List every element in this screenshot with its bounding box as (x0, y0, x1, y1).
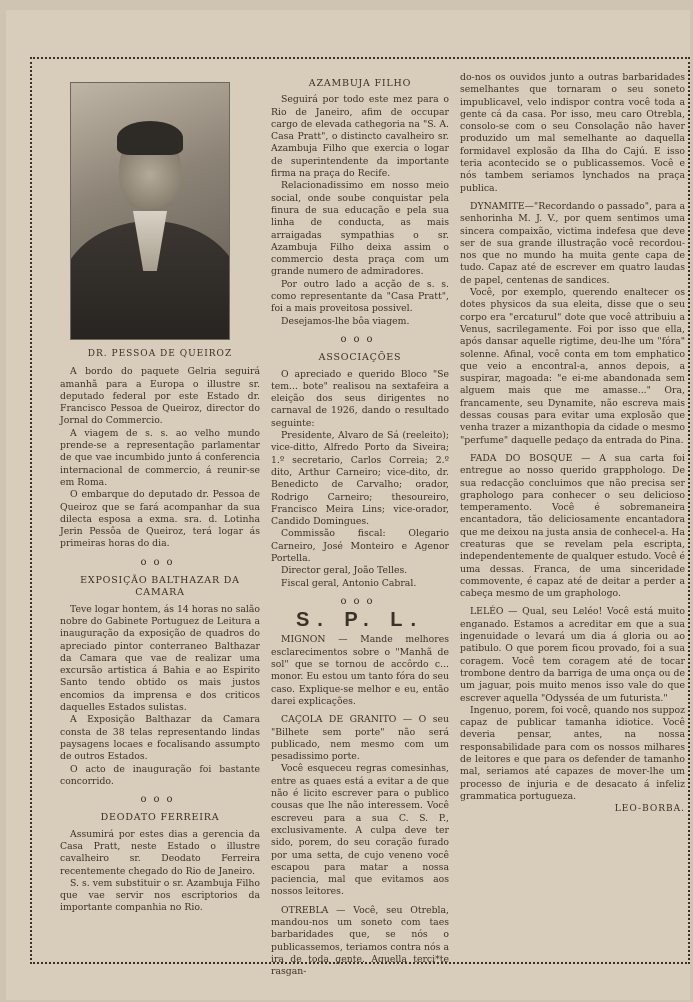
article-paragraph: do-nos os ouvidos junto a outras barbaridades semelhantes que tornaram o seu soneto impublicavel, velo indispor contra você toda a gente cá da casa. Por isso, meu caro Otrebla, consolo-se com o seu Consolação não haver produzido um mal semelhante ao daquella formidavel explosão da Ilha do Cajú. E isso teria acontecido se o publicassemos. Você e nós tambem seriamos lynchados na praça publica. (460, 72, 685, 194)
article-paragraph: OTREBLA — Você, seu Otrebla, mandou-nos um soneto com taes barbaridades que, se nós o publicassemos, teriamos contra nós a ira de toda gente. Aquella terci*te rasgan- (271, 904, 449, 978)
article-paragraph: Ingenuo, porem, foi você, quando nos suppoz capaz de publicar tamanha idiotice. Você deveria pensar, antes, na nossa responsabilidade para com os nossos milhares de leitores e que para os defender de tamanho mal, seriamos até capazes de mover-lhe um processo de injuria e de desacato á infeliz grammatica portugueza. (460, 704, 685, 802)
article-paragraph: DYNAMITE—"Recordando o passado", para a senhorinha M. J. V., por quem sentimos uma sincera compaixão, victima indefesa que deve ser de sua grande illustração você recordou-nos que no mundo ha muita gente capa de tudo. Capaz até de escrever em quatro laudas de papel, centenas de sandices. (460, 200, 685, 286)
article-paragraph: Commissão fiscal: Olegario Carneiro, José Monteiro e Agenor Portella. (271, 528, 449, 564)
article-paragraph: A viagem de s. s. ao velho mundo prende-se a representação parlamentar de que vae incumbido junto á conferencia internacional de commercio, á reunir-se em Roma. (60, 427, 260, 488)
column-left (60, 66, 260, 915)
article-paragraph: Você esqueceu regras comesinhas, entre as quaes está a evitar a de que não é licito escrever para o publico cousas que lhe não interessem. Você escreveu para a sua C. S. P., exclusivamente. A culpa deve ter sido, porem, do seu coração furado por uma setta, de cujo veneno você escapou para matar a nossa paciencia, mal que evitamos aos nossos leitores. (271, 763, 449, 898)
article-heading: ASSOCIAÇÕES (318, 352, 402, 364)
portrait-hair (117, 121, 183, 155)
article-paragraph: Director geral, João Telles. (281, 565, 408, 577)
section-separator: ooo (140, 794, 180, 806)
article-paragraph: Assumirá por estes dias a gerencia da Casa Pratt, neste Estado o illustre cavalheiro sr. Deodato Ferreira recentemente chegado do Rio de Janeiro. (60, 828, 260, 877)
article-paragraph: CAÇOLA DE GRANITO — O seu "Bilhete sem porte" não será publicado, nem mesmo com um pesadissimo porte. (271, 714, 449, 763)
signature: LEO-BORBA. (614, 804, 685, 815)
article-paragraph: Presidente, Alvaro de Sá (reeleito); vice-ditto, Alfredo Porto da Siveira; 1.º secretario, Carlos Correia; 2.º dito, Arthur Carneiro; vice-dito, dr. Benedicto de Carvalho; orador, Rodrigo Carneiro; thesoureiro, Francisco Meira Lins; vice-orador, Candido Domingues. (271, 430, 449, 528)
article-heading: AZAMBUJA FILHO (308, 78, 412, 89)
section-separator: ooo (340, 333, 380, 345)
article-paragraph: Seguirá por todo este mez para o Rio de Janeiro, afim de occupar cargo de elevada cathegoria na "S. A. Casa Pratt", o distincto cavalheiro sr. Azambuja Filho que exercia o logar de superintendente da importante firma na praça do Recife. (271, 94, 449, 180)
column-right (460, 72, 685, 816)
article-paragraph: Você, por exemplo, querendo enaltecer os dotes physicos da sua eleita, disse que o seu corpo era "ercaturul" dote que você attribuiu a Venus, sacrilegamente. Foi por isso que ella, após dansar aquelle rigtime, deu-lhe um "fóra" solenne. Afinal, você conta em tom emphatico que veio a encontral-a, annos depois, a suspirar, magoada: "e ei-me abandonada sem alguem mais que me amasse..." Ora, francamente, seu Dynamite, não escreva mais dessas cousas para evitar uma explosão que venha trazer a mizanthopia da cidade o mesmo "perfume" daquelle pedaço da entrada do Pina. (460, 287, 685, 446)
section-separator: ooo (340, 595, 380, 607)
article-paragraph: Desejamos-lhe bôa viagem. (281, 315, 410, 327)
article-heading: DEODATO FERREIRA (100, 812, 220, 824)
photo-caption: DR. PESSOA DE QUEIROZ (87, 349, 233, 359)
article-paragraph: Relacionadissimo em nosso meio social, onde soube conquistar pela finura de sua educação e pela sua linha de conducta, as mais arraigadas sympathias o sr. Azambuja Filho deixa assim o commercio desta praça com um grande numero de admiradores. (271, 180, 449, 278)
article-paragraph: Por outro lado a acção de s. s. como representante da "Casa Pratt", foi a mais proveitosa possivel. (271, 278, 449, 315)
article-paragraph: Teve logar hontem, ás 14 horas no salão nobre do Gabinete Portuguez de Leitura a inauguração da exposição de quadros do apreciado pintor conterraneo Balthazar da Camara que vae de realizar uma excursão artistica á Bahia e ao Espirito Santo tendo obtido os mais justos encomios da imprensa e dos criticos daquelles Estados sulistas. (60, 603, 261, 714)
article-paragraph: A Exposição Balthazar da Camara consta de 38 telas representando lindas paysagens locaes e focalisando assumpto de outros Estados. (60, 714, 260, 763)
article-paragraph: O embarque do deputado dr. Pessoa de Queiroz que se fará acompanhar da sua dilecta esposa a exma. sra. d. Lotinha Jerin Pessôa de Queiroz, terá logar ás primeiras horas do dia. (60, 489, 260, 550)
section-separator: ooo (140, 556, 180, 568)
portrait-photo (70, 82, 230, 340)
article-paragraph: Fiscal geral, Antonio Cabral. (281, 577, 417, 589)
article-paragraph: O acto de inauguração foi bastante concorrido. (60, 763, 260, 787)
article-paragraph: LELÉO — Qual, seu Leléo! Você está muito enganado. Estamos a acreditar em que a sua ingenuidade o levará um dia á gloria ou ao patibulo. O que porem ficou provado, foi a sua coragem. Você tem coragem até de tocar trombone dentro da barriga de uma onça ou de um jaguar, pois muito menos isso vale do que escrever aquella "Odysséa de um futurista." (460, 606, 685, 704)
article-heading: EXPOSIÇÃO BALTHAZAR DA CAMARA (80, 575, 240, 599)
article-paragraph: FADA DO BOSQUE — A sua carta foi entregue ao nosso querido grapphologo. De sua redacção concluimos que não precisa ser graphologo para conhecer o seu delicioso temperamento. Você é sobremaneira encantadora, tão deliciosamente encantadora que me deixou na justa ansia de conhecel-a. Ha creaturas que se revelam pela escripta, independentemente de qualquer estudo. Você é uma dessas. Franca, de uma sinceridade commovente, é capaz até de deitar a perder a cabeça mesmo de um graphologo. (460, 452, 685, 600)
column-middle (271, 72, 449, 978)
article-paragraph: S. s. vem substituir o sr. Azambuja Filho que vae servir nos escriptorios da importante companhia no Rio. (60, 877, 260, 914)
article-paragraph: O apreciado e querido Bloco "Se tem... bote" realisou na sextafeira a eleição dos seus dirigentes no carnaval de 1926, dando o resultado seguinte: (271, 368, 449, 429)
section-title-spl: S. P. L. (295, 609, 425, 632)
article-paragraph: MIGNON — Mande melhores esclarecimentos sobre o "Manhã de sol" que se tornou de accôrdo c... monor. Eu estou um tanto fóra do seu caso. Explique-se melhor e eu, então darei explicações. (271, 634, 449, 707)
article-paragraph: A bordo do paquete Gelria seguirá amanhã para a Europa o illustre sr. deputado federal por este Estado dr. Francisco Pessoa de Queiroz, director do Jornal do Commercio. (60, 366, 260, 427)
